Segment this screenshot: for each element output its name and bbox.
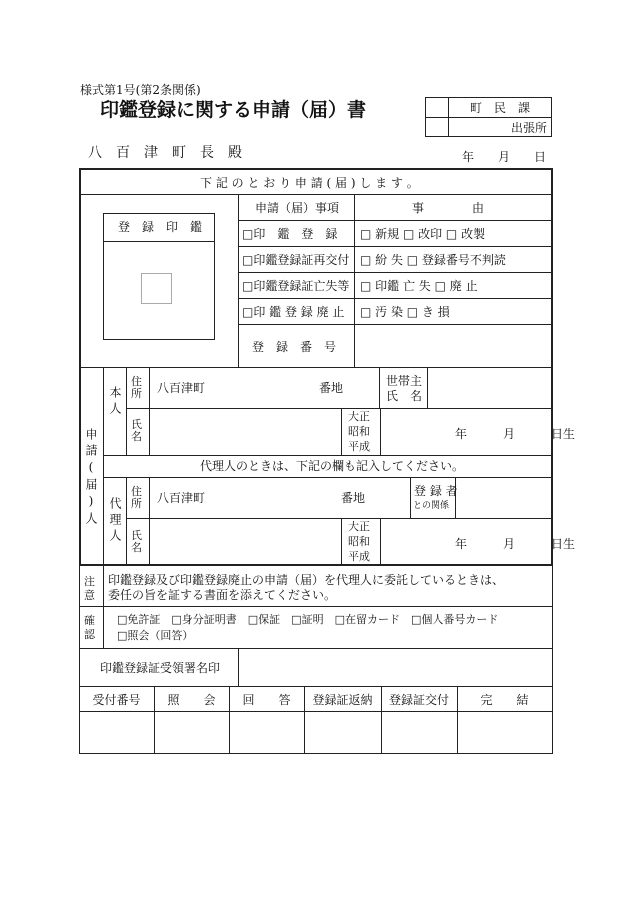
- office-header-inquiry: 照 会: [167, 692, 216, 707]
- office-header-reception: 受付番号: [92, 692, 141, 707]
- seal-box-label: 登 録 印 鑑: [118, 220, 203, 234]
- seal-guide: [141, 273, 172, 304]
- self-name-field[interactable]: [150, 409, 340, 454]
- proxy-era-heisei[interactable]: 平成: [348, 550, 370, 563]
- self-name-label: 氏名: [131, 418, 142, 443]
- notice-label: 注意: [84, 575, 95, 602]
- date-label: 年 月 日: [462, 150, 547, 164]
- office-cell-card-return[interactable]: [305, 712, 381, 753]
- self-town: 八百津町: [157, 381, 206, 395]
- proxy-label: 代理人: [108, 497, 122, 545]
- col-reason-header: 事 由: [412, 201, 485, 215]
- reg-no-label: 登 録 番 号: [252, 340, 337, 354]
- proxy-era-taisho[interactable]: 大正: [348, 520, 370, 533]
- proxy-town: 八百津町: [157, 491, 206, 505]
- notice-line-2: 委任の旨を証する書面を添えてください。: [108, 588, 337, 602]
- request-reason-2[interactable]: □ 紛 失 □ 登録番号不判読: [360, 253, 506, 267]
- office-cell-answer[interactable]: [230, 712, 304, 753]
- proxy-birthdate[interactable]: 年 月 日生: [455, 537, 576, 551]
- request-reason-3[interactable]: □ 印鑑 亡 失 □ 廃 止: [360, 279, 478, 293]
- office-cell-card-issue[interactable]: [382, 712, 457, 753]
- col-item-header: 申請（届）事項: [255, 201, 340, 215]
- request-item-4[interactable]: □印 鑑 登 録 廃 止: [242, 305, 345, 319]
- addressee: 八 百 津 町 長 殿: [88, 145, 242, 161]
- request-item-2[interactable]: □印鑑登録証再交付: [242, 253, 350, 267]
- form-number: 様式第1号(第2条関係): [80, 83, 201, 97]
- request-reason-4[interactable]: □ 汚 染 □ き 損: [360, 305, 450, 319]
- office-header-answer: 回 答: [242, 692, 291, 707]
- notice-line-1: 印鑑登録及び印鑑登録廃止の申請（届）を代理人に委託しているときは、: [108, 573, 505, 587]
- office-branch: 出張所: [511, 121, 548, 135]
- self-birthdate[interactable]: 年 月 日生: [455, 427, 576, 441]
- confirm-label: 確認: [84, 614, 95, 641]
- proxy-name-label: 氏名: [131, 529, 142, 554]
- self-era-taisho[interactable]: 大正: [348, 410, 370, 423]
- request-item-3[interactable]: □印鑑登録証亡失等: [242, 279, 350, 293]
- request-item-1[interactable]: □印 鑑 登 録: [242, 227, 338, 241]
- relation-label-2: との関係: [413, 501, 450, 511]
- relation-label-1: 登 録 者: [414, 484, 458, 498]
- applicant-group-label: 申請(届)人: [84, 428, 98, 528]
- office-cell-inquiry[interactable]: [155, 712, 229, 753]
- office-header-card-return: 登録証返納: [312, 692, 373, 707]
- proxy-note: 代理人のときは、下記の欄も記入してください。: [200, 459, 465, 473]
- household-label: 世帯主氏 名: [386, 374, 423, 403]
- page-title: 印鑑登録に関する申請（届）書: [100, 99, 367, 121]
- request-reason-1[interactable]: □ 新規 □ 改印 □ 改製: [360, 227, 486, 241]
- self-era-showa[interactable]: 昭和: [348, 425, 370, 438]
- office-dept: 町 民 課: [470, 101, 531, 115]
- receipt-sign-field[interactable]: [239, 649, 551, 685]
- confirm-line-2[interactable]: □照会（回答）: [117, 629, 194, 642]
- office-cell-complete[interactable]: [458, 712, 552, 753]
- reg-no-field[interactable]: [355, 325, 551, 366]
- intro-text: 下 記 の と お り 申 請 ( 届 ) し ま す 。: [200, 176, 419, 190]
- proxy-banchi: 番地: [341, 491, 366, 505]
- relation-field[interactable]: [456, 478, 551, 518]
- self-label: 本人: [108, 386, 122, 418]
- proxy-name-field[interactable]: [150, 519, 340, 565]
- self-address-label: 住所: [131, 375, 142, 400]
- receipt-sign-label: 印鑑登録証受領署名印: [100, 661, 221, 675]
- office-header-complete: 完 結: [480, 692, 529, 707]
- household-head-field[interactable]: [428, 368, 551, 408]
- proxy-address-label: 住所: [131, 485, 142, 510]
- office-header-card-issue: 登録証交付: [388, 692, 449, 707]
- self-era-heisei[interactable]: 平成: [348, 440, 370, 453]
- confirm-line-1[interactable]: □免許証 □身分証明書 □保証 □証明 □在留カード □個人番号カード: [117, 613, 499, 626]
- self-banchi: 番地: [319, 381, 344, 395]
- proxy-era-showa[interactable]: 昭和: [348, 535, 370, 548]
- office-cell-reception[interactable]: [80, 712, 154, 753]
